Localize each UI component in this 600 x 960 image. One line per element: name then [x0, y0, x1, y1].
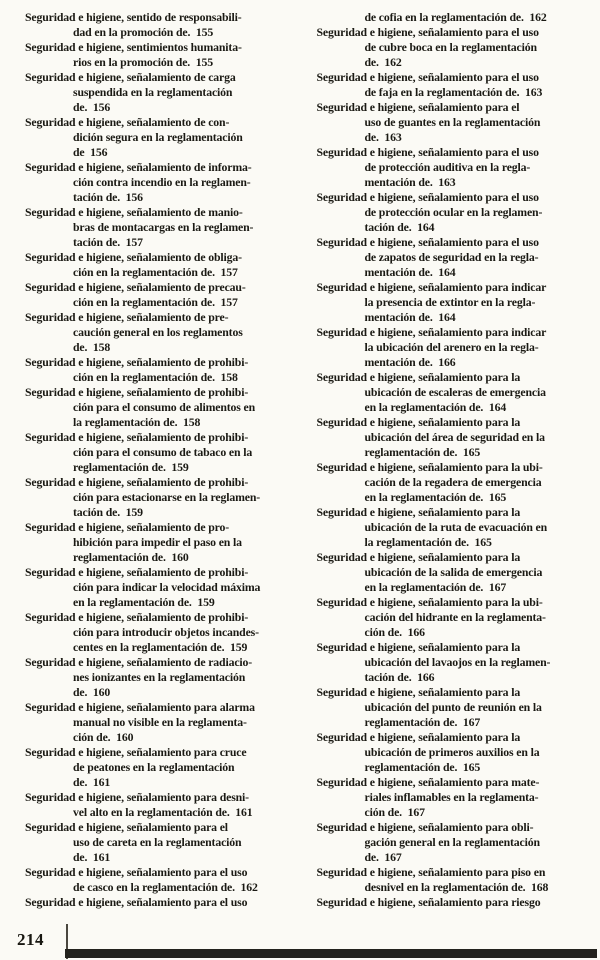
- index-entry: [25, 355, 301, 385]
- index-entry-line: de cubre boca en la reglamentación: [364, 40, 537, 54]
- index-entry-line: de. 162: [364, 55, 402, 69]
- index-entry-line: de peatones en la reglamentación: [73, 760, 235, 774]
- index-entry-line: ción de. 160: [73, 730, 134, 744]
- index-entry-line: ción para estacionarse en la reglamen-: [73, 490, 261, 504]
- index-entry-line: uso de guantes en la reglamentación: [364, 115, 541, 129]
- index-entry-line: Seguridad e higiene, señalamiento para el: [316, 100, 520, 114]
- index-entry: [25, 250, 301, 280]
- index-entry-line: vel alto en la reglamentación de. 161: [73, 805, 253, 819]
- index-entry-line: centes en la reglamentación de. 159: [73, 640, 248, 654]
- index-entry-line: Seguridad e higiene, señalamiento de manio-: [25, 205, 243, 219]
- index-entry-line: Seguridad e higiene, señalamiento para la: [316, 370, 521, 384]
- index-entry-line: Seguridad e higiene, señalamiento para el uso: [316, 25, 539, 39]
- index-entry-line: tación de. 157: [73, 235, 143, 249]
- index-entry-line: caución general en los reglamentos: [73, 325, 243, 339]
- index-entry: [317, 865, 593, 895]
- index-entry-line: de casco en la reglamentación de. 162: [73, 880, 258, 894]
- index-entry-line: de cofia en la reglamentación de. 162: [364, 10, 547, 24]
- index-entry-line: reglamentación de. 167: [364, 715, 481, 729]
- index-entry: [317, 595, 593, 640]
- index-entry-line: Seguridad e higiene, señalamiento para indicar: [316, 280, 547, 294]
- index-entry-line: suspendida en la reglamentación: [73, 85, 233, 99]
- index-entry-line: Seguridad e higiene, señalamiento de prohibi-: [25, 565, 249, 579]
- index-entry: [317, 685, 593, 730]
- index-entry-line: Seguridad e higiene, señalamiento para el uso: [25, 865, 248, 879]
- index-entry-line: Seguridad e higiene, señalamiento para cruce: [25, 745, 247, 759]
- index-entry: [317, 820, 593, 865]
- index-entry-line: desnivel en la reglamentación de. 168: [364, 880, 549, 894]
- index-entry: [317, 370, 593, 415]
- index-entry-line: Seguridad e higiene, señalamiento de carga: [25, 70, 236, 84]
- index-entry: [317, 100, 593, 145]
- index-entry: [25, 40, 301, 70]
- index-entry-line: en la reglamentación de. 165: [364, 490, 507, 504]
- footer-bottom-rule: [65, 949, 597, 958]
- index-entry-line: Seguridad e higiene, sentido de responsabili-: [25, 10, 242, 24]
- index-entry: [25, 865, 301, 895]
- index-entry: [25, 430, 301, 475]
- index-entry: [25, 10, 301, 40]
- index-entry-line: ción de. 167: [364, 805, 425, 819]
- index-entry-line: Seguridad e higiene, señalamiento para el uso: [25, 895, 248, 909]
- index-entry: [317, 550, 593, 595]
- index-entry: [317, 280, 593, 325]
- index-entry-line: ubicación del área de seguridad en la: [364, 430, 545, 444]
- index-entry-line: Seguridad e higiene, señalamiento de con-: [25, 115, 230, 129]
- index-entry-line: en la reglamentación de. 167: [364, 580, 507, 594]
- index-entry-line: la reglamentación de. 158: [73, 415, 201, 429]
- index-entry: [25, 820, 301, 865]
- index-entry-line: ción para indicar la velocidad máxima: [73, 580, 261, 594]
- index-entry-line: de 156: [73, 145, 108, 159]
- index-entry-line: Seguridad e higiene, señalamiento para la: [316, 685, 521, 699]
- index-entry-line: Seguridad e higiene, señalamiento para el uso: [316, 235, 539, 249]
- index-entry: [25, 280, 301, 310]
- index-entry-line: tación de. 164: [364, 220, 435, 234]
- index-column-left: [25, 10, 301, 910]
- index-entry-line: Seguridad e higiene, señalamiento para obli-: [316, 820, 534, 834]
- index-entry-line: de. 161: [73, 850, 111, 864]
- index-entry-line: rios en la promoción de. 155: [73, 55, 213, 69]
- index-entry: [317, 25, 593, 70]
- index-entry-line: ción en la reglamentación de. 158: [73, 370, 238, 384]
- index-entry-line: Seguridad e higiene, señalamiento para alarma: [25, 700, 255, 714]
- index-entry-line: la ubicación del arenero en la regla-: [364, 340, 539, 354]
- index-entry: [25, 895, 301, 910]
- index-entry-line: mentación de. 164: [364, 265, 456, 279]
- index-entry-line: reglamentación de. 159: [73, 460, 189, 474]
- index-entry-line: reglamentación de. 165: [364, 760, 481, 774]
- index-entry-line: Seguridad e higiene, señalamiento para la: [316, 505, 521, 519]
- index-entry: [317, 145, 593, 190]
- index-entry-line: ubicación del lavaojos en la reglamen-: [364, 655, 551, 669]
- index-entry-line: Seguridad e higiene, sentimientos humanita-: [25, 40, 242, 54]
- index-entry-line: ción en la reglamentación de. 157: [73, 265, 238, 279]
- index-entry-line: Seguridad e higiene, señalamiento para la ubi-: [316, 460, 543, 474]
- index-entry-line: Seguridad e higiene, señalamiento para la: [316, 550, 521, 564]
- index-entry-line: Seguridad e higiene, señalamiento de pre-: [25, 310, 229, 324]
- index-entry: [317, 895, 593, 910]
- index-entry-line: Seguridad e higiene, señalamiento para la: [316, 640, 521, 654]
- index-entry-line: tación de. 156: [73, 190, 143, 204]
- index-entry: [317, 730, 593, 775]
- index-entry: [25, 310, 301, 355]
- index-entry-line: cación de la regadera de emergencia: [364, 475, 542, 489]
- index-entry-line: ción de. 166: [364, 625, 425, 639]
- index-entry: [317, 460, 593, 505]
- index-entry-line: Seguridad e higiene, señalamiento para el uso: [316, 70, 539, 84]
- index-entry-line: Seguridad e higiene, señalamiento de pro-: [25, 520, 230, 534]
- index-entry-line: Seguridad e higiene, señalamiento para la ubi-: [316, 595, 543, 609]
- index-entry: [25, 70, 301, 115]
- index-entry-line: en la reglamentación de. 159: [73, 595, 215, 609]
- index-entry-line: Seguridad e higiene, señalamiento para riesgo: [316, 895, 541, 909]
- index-entry-line: ubicación de la ruta de evacuación en: [364, 520, 548, 534]
- index-entry-line: ción contra incendio en la reglamen-: [73, 175, 251, 189]
- index-entry-line: reglamentación de. 165: [364, 445, 481, 459]
- index-entry-line: de. 167: [364, 850, 402, 864]
- index-entry: [317, 775, 593, 820]
- index-entry-line: tación de. 166: [364, 670, 435, 684]
- index-entry-line: gación general en la reglamentación: [364, 835, 540, 849]
- index-entry-line: Seguridad e higiene, señalamiento de precau-: [25, 280, 246, 294]
- index-entry-line: Seguridad e higiene, señalamiento de radiacio-: [25, 655, 253, 669]
- index-entry: [317, 70, 593, 100]
- index-entry-line: ción en la reglamentación de. 157: [73, 295, 238, 309]
- index-entry-line: ción para el consumo de tabaco en la: [73, 445, 253, 459]
- index-entry-line: de protección ocular en la reglamen-: [364, 205, 543, 219]
- page-number: 214: [17, 930, 44, 949]
- index-entry-line: ubicación de primeros auxilios en la: [364, 745, 540, 759]
- index-entry-line: Seguridad e higiene, señalamiento de prohibi-: [25, 475, 249, 489]
- index-entry-line: manual no visible en la reglamenta-: [73, 715, 247, 729]
- index-entry-line: Seguridad e higiene, señalamiento de prohibi-: [25, 355, 249, 369]
- index-entry: [25, 745, 301, 790]
- index-entry-continuation: [317, 10, 593, 25]
- index-entry-line: la reglamentación de. 165: [364, 535, 492, 549]
- index-entry: [317, 235, 593, 280]
- index-entry-line: de. 163: [364, 130, 402, 144]
- index-entry: [25, 520, 301, 565]
- index-entry: [25, 205, 301, 250]
- index-entry-line: hibición para impedir el paso en la: [73, 535, 242, 549]
- index-entry-line: Seguridad e higiene, señalamiento para la: [316, 415, 521, 429]
- index-entry-line: de. 158: [73, 340, 111, 354]
- index-entry-line: de. 161: [73, 775, 111, 789]
- index-entry-line: Seguridad e higiene, señalamiento para piso en: [316, 865, 546, 879]
- index-entry-line: mentación de. 163: [364, 175, 456, 189]
- page-footer: [0, 916, 600, 960]
- index-entry-line: dición segura en la reglamentación: [73, 130, 243, 144]
- index-entry: [317, 190, 593, 235]
- index-entry-line: ubicación de la salida de emergencia: [364, 565, 543, 579]
- index-entry-line: de zapatos de seguridad en la regla-: [364, 250, 539, 264]
- index-entry: [317, 325, 593, 370]
- index-entry-line: bras de montacargas en la reglamen-: [73, 220, 254, 234]
- index-entry: [25, 700, 301, 745]
- index-entry: [25, 610, 301, 655]
- index-entry-line: ción para introducir objetos incandes-: [73, 625, 259, 639]
- index-entry-line: Seguridad e higiene, señalamiento de prohibi-: [25, 610, 249, 624]
- index-entry-line: Seguridad e higiene, señalamiento para desni-: [25, 790, 249, 804]
- index-entry-line: ubicación de escaleras de emergencia: [364, 385, 546, 399]
- index-entry: [317, 415, 593, 460]
- index-entry-line: de protección auditiva en la regla-: [364, 160, 531, 174]
- index-entry-line: mentación de. 166: [364, 355, 456, 369]
- index-entry-line: reglamentación de. 160: [73, 550, 189, 564]
- index-entry-line: mentación de. 164: [364, 310, 456, 324]
- index-entry: [25, 385, 301, 430]
- index-entry-line: Seguridad e higiene, señalamiento de prohibi-: [25, 385, 249, 399]
- index-column-right: [317, 10, 593, 910]
- index-entry-line: Seguridad e higiene, señalamiento de obliga-: [25, 250, 242, 264]
- index-entry-line: Seguridad e higiene, señalamiento de prohibi-: [25, 430, 249, 444]
- index-entry: [317, 505, 593, 550]
- index-entry-line: tación de. 159: [73, 505, 143, 519]
- index-entry-line: cación del hidrante en la reglamenta-: [364, 610, 546, 624]
- index-entry-line: Seguridad e higiene, señalamiento para indicar: [316, 325, 547, 339]
- index-entry-line: ubicación del punto de reunión en la: [364, 700, 542, 714]
- index-entry-line: Seguridad e higiene, señalamiento para el uso: [316, 190, 539, 204]
- index-entry-line: de. 156: [73, 100, 111, 114]
- index-entry: [317, 640, 593, 685]
- index-entry-line: la presencia de extintor en la regla-: [364, 295, 536, 309]
- index-entry: [25, 565, 301, 610]
- index-entry-line: Seguridad e higiene, señalamiento de informa-: [25, 160, 252, 174]
- index-entry: [25, 655, 301, 700]
- index-entry-line: Seguridad e higiene, señalamiento para la: [316, 730, 521, 744]
- index-entry-line: uso de careta en la reglamentación: [73, 835, 242, 849]
- index-entry: [25, 790, 301, 820]
- index-entry-line: Seguridad e higiene, señalamiento para el uso: [316, 145, 539, 159]
- index-entry: [25, 115, 301, 160]
- index-entry-line: ción para el consumo de alimentos en: [73, 400, 256, 414]
- index-entry-line: de. 160: [73, 685, 111, 699]
- index-entry-line: Seguridad e higiene, señalamiento para el: [25, 820, 228, 834]
- index-entry-line: en la reglamentación de. 164: [364, 400, 507, 414]
- index-entry: [25, 475, 301, 520]
- index-entry-line: nes ionizantes en la reglamentación: [73, 670, 246, 684]
- index-entry-line: riales inflamables en la reglamenta-: [364, 790, 539, 804]
- index-entry: [25, 160, 301, 205]
- index-entry-line: dad en la promoción de. 155: [73, 25, 214, 39]
- index-entry-line: de faja en la reglamentación de. 163: [364, 85, 543, 99]
- index-entry-line: Seguridad e higiene, señalamiento para mate-: [316, 775, 540, 789]
